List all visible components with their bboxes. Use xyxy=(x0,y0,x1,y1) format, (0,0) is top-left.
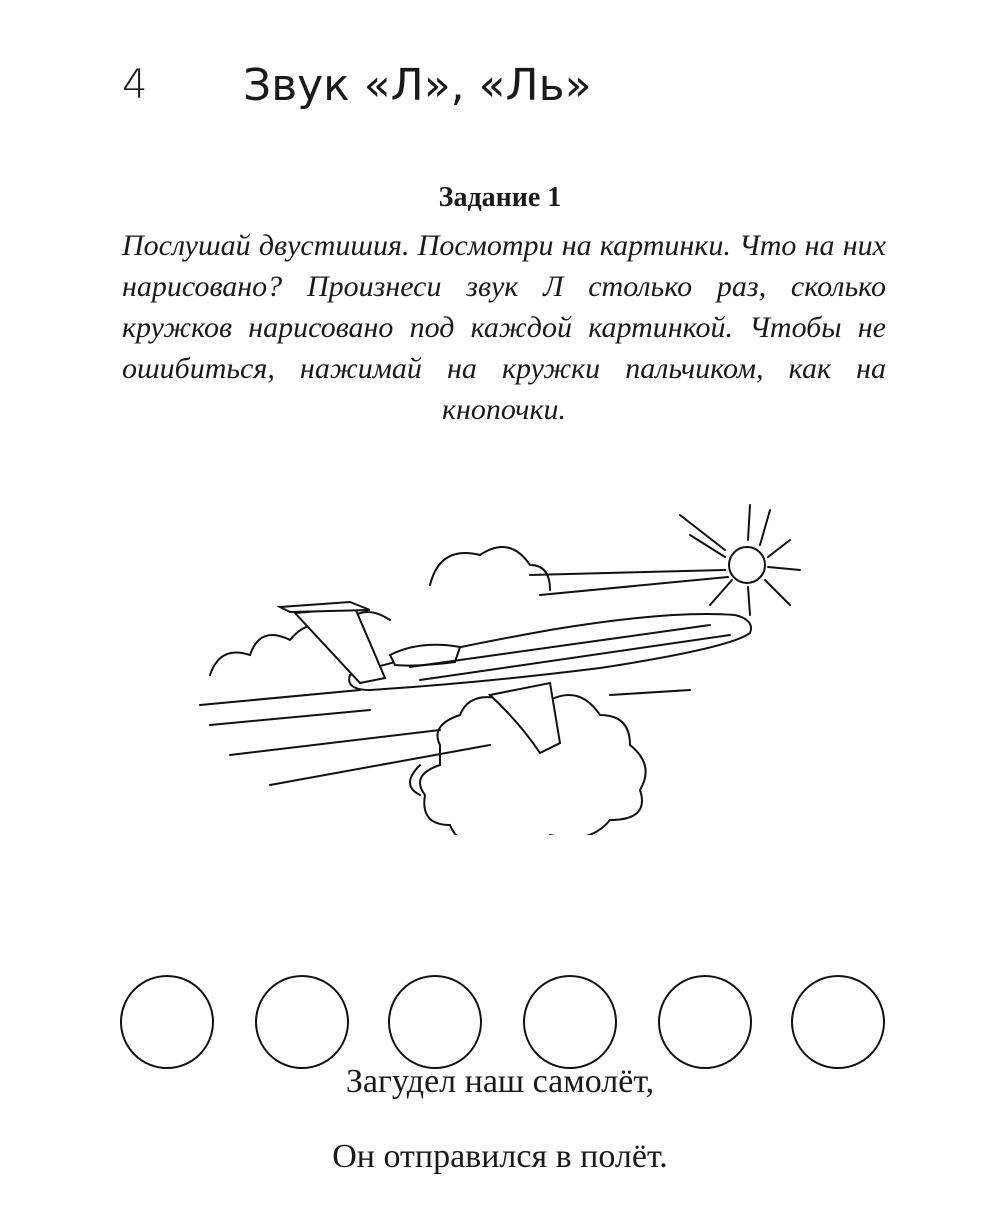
sound-circle[interactable] xyxy=(523,975,617,1069)
sound-circle[interactable] xyxy=(388,975,482,1069)
verse-line-1: Загудел наш самолёт, xyxy=(345,1063,655,1100)
sound-circle[interactable] xyxy=(658,975,752,1069)
airplane-icon xyxy=(280,602,751,753)
sun-icon xyxy=(530,505,800,615)
sound-circle[interactable] xyxy=(791,975,885,1069)
sound-circle[interactable] xyxy=(255,975,349,1069)
airplane-illustration xyxy=(190,495,840,835)
page-number: 4 xyxy=(122,62,148,108)
sound-circle[interactable] xyxy=(120,975,214,1069)
verse-line-2: Он отправился в полёт. xyxy=(332,1138,668,1175)
page-title: Звук «Л», «Ль» xyxy=(243,60,592,111)
speed-lines xyxy=(200,690,690,785)
task-heading: Задание 1 xyxy=(438,182,562,213)
task-instruction: Послушай двустишия. Посмотри на картинки. Что на них нарисовано? Произнеси звук Л столько раз, сколько кружков нарисовано под каждой картинкой. Чтобы не ошибиться, нажимай на кружки пальчиком, как на кнопочки. xyxy=(122,229,886,426)
